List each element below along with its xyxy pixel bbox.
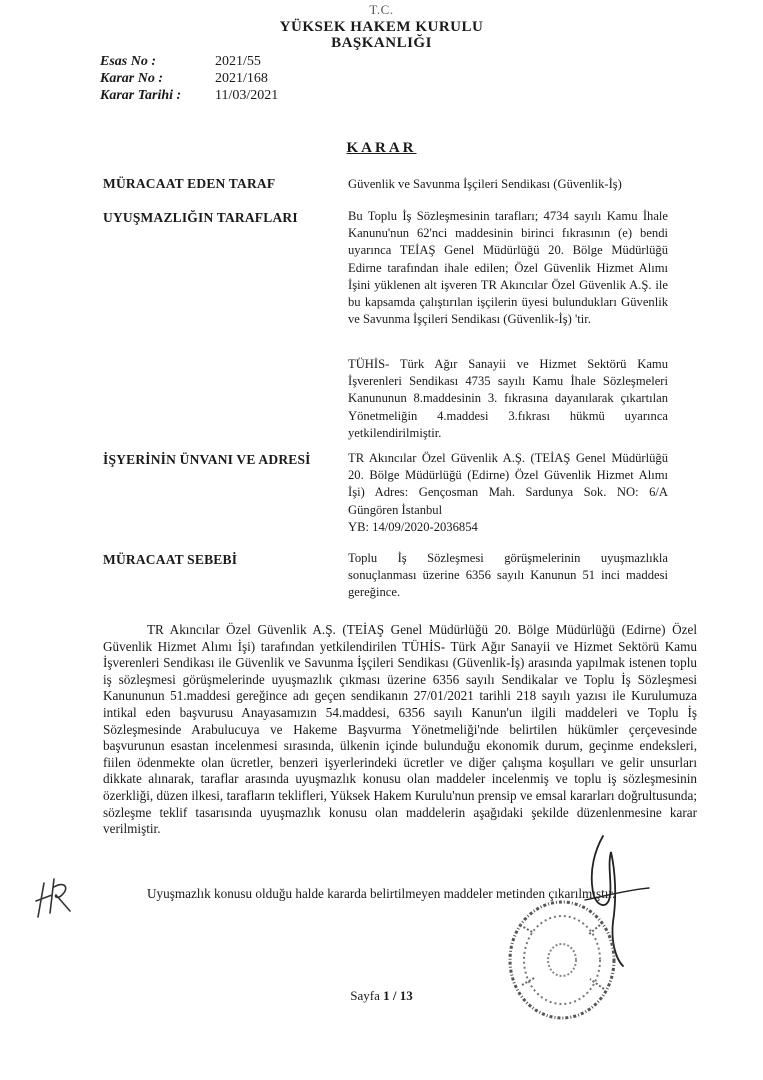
section-label-sebep: MÜRACAAT SEBEBİ: [103, 552, 238, 567]
meta-karar-label: Karar No :: [100, 71, 164, 86]
section-label-isyeri: İŞYERİNİN ÜNVANI VE ADRESİ: [103, 452, 311, 467]
meta-tarih-row: [100, 88, 278, 105]
section-text-isyeri-yb: YB: 14/09/2020-2036854: [348, 520, 478, 534]
body-paragraph-2: Uyuşmazlık konusu olduğu halde kararda belirtilmeyen maddeler metinden çıkarılmıştır.: [147, 886, 616, 901]
meta-tarih-value: 11/03/2021: [215, 88, 279, 103]
meta-karar-value: 2021/168: [215, 71, 268, 86]
meta-esas-label: Esas No :: [100, 54, 157, 69]
handwritten-initials: [30, 865, 80, 925]
section-text-taraflar-1: Bu Toplu İş Sözleşmesinin tarafları; 4734 sayılı Kamu İhale Kanunu'nun 62'nci maddesinin birinci fıkrasının (e) bendi uyarınca TEİAŞ Genel Müdürlüğü 20. Bölge Müdürlüğü Edirne tarafından ihale edilen; Özel Güvenlik Hizmet Alımı İşini yüklenen alt işveren TR Akıncılar Özel Güvenlik A.Ş. ile bu kapsamda çalıştırılan işçilerin üyesi bulundukları Güvenlik ve Savunma İşçileri Sendikası (Güvenlik-İş) 'tir.: [348, 209, 668, 327]
meta-esas-value: 2021/55: [215, 54, 261, 69]
document-title: KARAR: [346, 140, 417, 156]
section-text-sebep: Toplu İş Sözleşmesi görüşmelerinin uyuşmazlıkla sonuçlanması üzerine 6356 sayılı Kanunun 51 inci maddesi gereğince.: [348, 551, 668, 600]
footer-prefix: Sayfa: [350, 988, 380, 1003]
meta-karar-row: [100, 71, 278, 88]
section-label-taraflar: UYUŞMAZLIĞIN TARAFLARI: [103, 210, 298, 225]
body-paragraph-1: TR Akıncılar Özel Güvenlik A.Ş. (TEİAŞ Genel Müdürlüğü 20. Bölge Müdürlüğü (Edirne) Özel Güvenlik Hizmet Alımı İşi) tarafından yetkilendirilen TÜHİS- Türk Ağır Sanayii ve Hizmet Sektörü Kamu İşverenleri Sendikası ile Güvenlik ve Savunma İşçileri Sendikası (Güvenlik-İş) arasında yapılmak istenen toplu iş sözleşmesi görüşmelerinde uyuşmazlık çıkması üzerine 6356 sayılı Sendikalar ve Toplu İş Sözleşmesi Kanununun 51.maddesi gereğince adı geçen sendikanın 27/01/2021 tarihli 218 sayılı yazısı ile Kurulumuza intikal eden başvurusu Anayasamızın 54.maddesi, 6356 sayılı Kanun'un ilgili maddeleri ve Toplu İş Sözleşmesinde Arabulucuya ve Hakeme Başvurma Yönetmeliği'nde belirtilen hükümler çerçevesinde başvurunun esastan incelenmesi sırasında, ülkenin içinde bulunduğu ekonomik durum, geçinme endeksleri, fiilen ödenmekte olan ücretler, benzeri işyerlerindeki ücretler ve diğer çalışma koşulları ve gelir unsurları dikkate alınarak, taraflar arasında uyuşmazlık konusu olan maddeler incelenmiş ve toplu iş sözleşmesinin özerkliği, düzen ilkesi, tarafların teklifleri, Yüksek Hakem Kurulu'nun prensip ve emsal kararları doğrultusunda; sözleşme teklif tasarısında uyuşmazlık konusu olan maddelerin aşağıdaki şekilde düzenlenmesine karar verilmiştir.: [103, 622, 697, 837]
section-text-taraflar-2: TÜHİS- Türk Ağır Sanayii ve Hizmet Sektörü Kamu İşverenleri Sendikası 4735 sayılı Kamu İhale Sözleşmeleri Kanununun 8.maddesinin 3. fıkrasına dayanılarak çıkartılan Yönetmeliğin 4.maddesi 3.fıkrası hükmü uyarınca yetkilendirilmiştir.: [348, 357, 668, 440]
header-tc: T.C.: [369, 2, 394, 17]
meta-tarih-label: Karar Tarihi :: [100, 88, 182, 103]
footer-page-number: 1 / 13: [383, 988, 413, 1003]
meta-esas-row: [100, 54, 278, 71]
header-department: BAŞKANLIĞI: [331, 35, 432, 51]
section-text-isyeri: TR Akıncılar Özel Güvenlik A.Ş. (TEİAŞ Genel Müdürlüğü 20. Bölge Müdürlüğü (Edirne) Özel Güvenlik Hizmet Alımı İşi) Adres: Gençosman Mah. Sardunya Sok. NO: 6/A Güngören İstanbul: [348, 451, 668, 517]
header-organization: YÜKSEK HAKEM KURULU: [279, 19, 484, 35]
page-footer: [0, 988, 763, 1004]
case-meta: [100, 54, 278, 105]
section-text-muracaat-eden: Güvenlik ve Savunma İşçileri Sendikası (Güvenlik-İş): [348, 177, 622, 191]
section-label-muracaat-eden: MÜRACAAT EDEN TARAF: [103, 176, 276, 191]
